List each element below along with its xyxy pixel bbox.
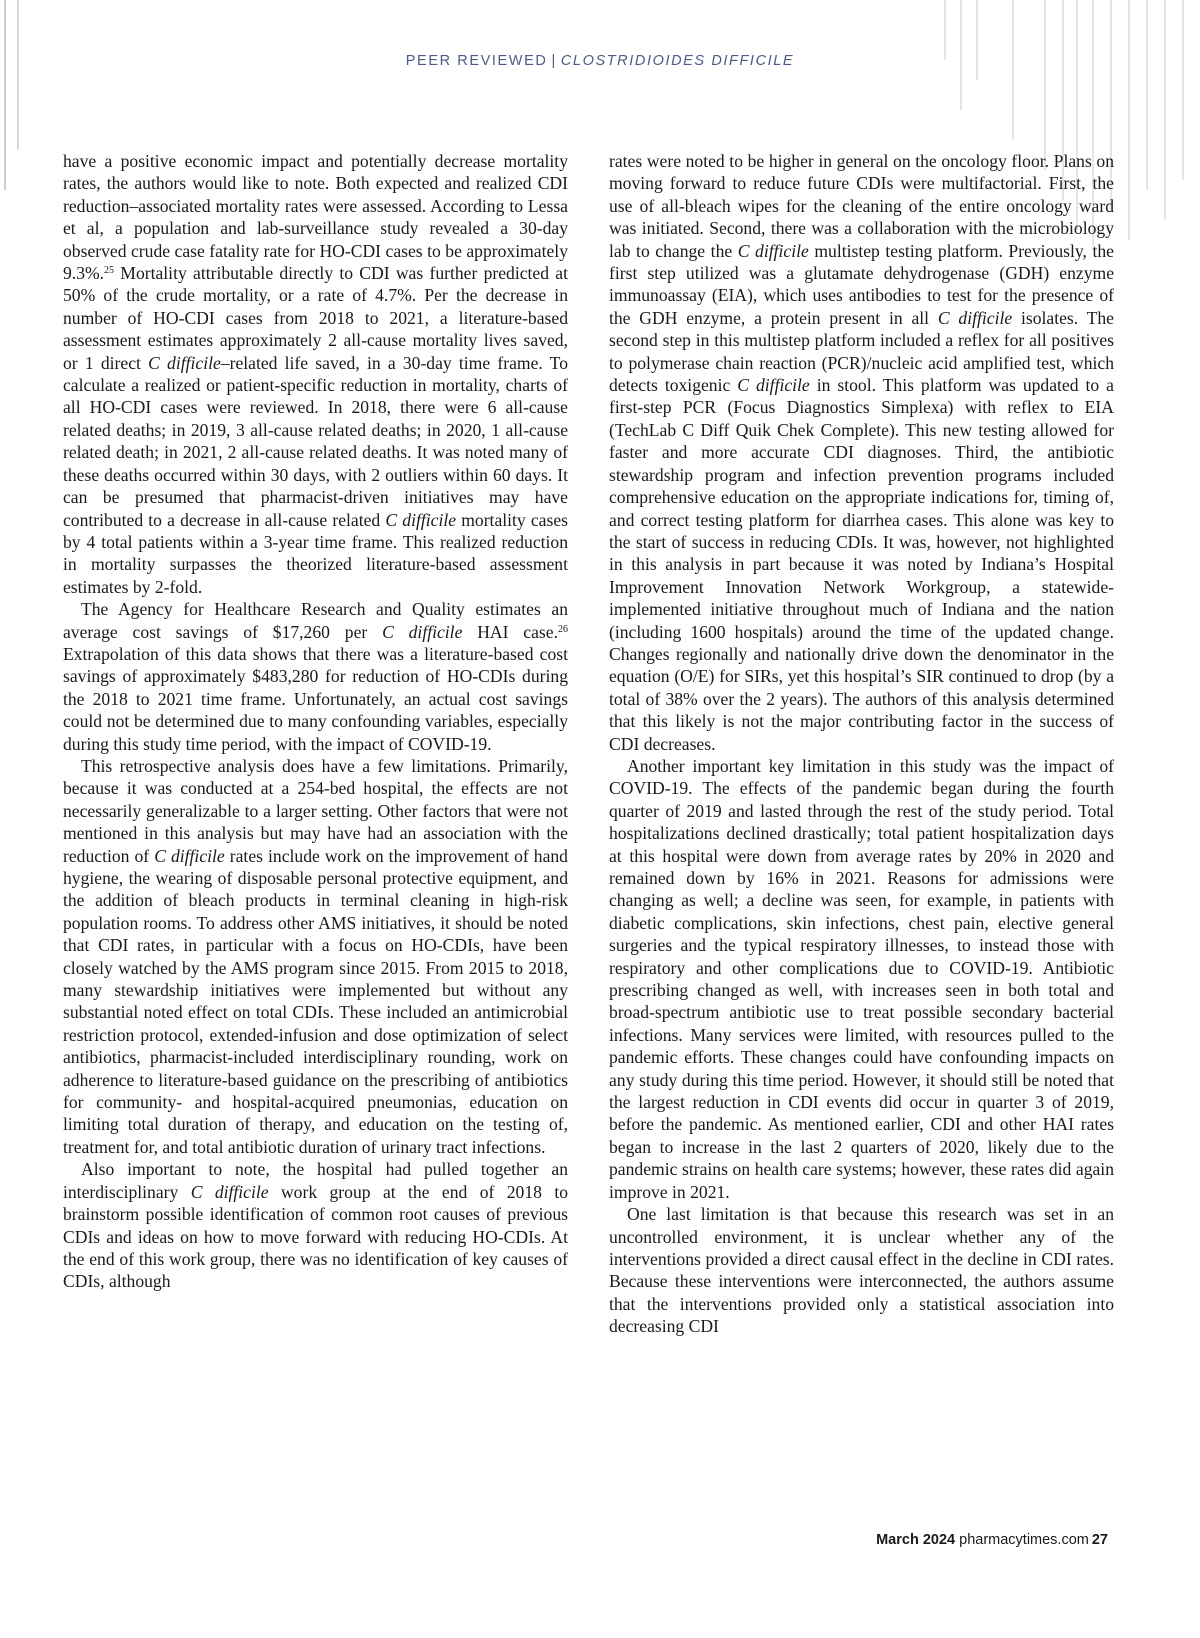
species-name: C difficile xyxy=(382,621,463,642)
topic-label: CLOSTRIDIOIDES DIFFICILE xyxy=(560,53,795,69)
decorative-line xyxy=(944,0,946,60)
decorative-line xyxy=(1146,0,1148,190)
decorative-line xyxy=(1012,0,1014,140)
page-number: 27 xyxy=(1091,1532,1108,1548)
decorative-line xyxy=(1044,0,1046,170)
species-name: C difficile xyxy=(737,240,809,261)
paragraph: The Agency for Healthcare Research and Quality estimates an average cost savings of $17,260 per C difficile HAI case.$^{26}$ Extrapolation of this data shows that there was a literature-based cost savings of approximately $483,280 for reduction of HO-CDIs during the 2018 to 2021 time frame. Unfortunately, an actual cost savings could not be determined due to many confounding variables, especially during this study time period, with the impact of COVID-19. xyxy=(63,599,568,754)
species-name: C difficile xyxy=(737,375,810,396)
decorative-line xyxy=(4,0,6,190)
issue-date: March 2024 xyxy=(876,1532,956,1548)
decorative-line xyxy=(1182,0,1184,180)
paragraph: rates were noted to be higher in general on the oncology floor. Plans on moving forward to reduce future CDIs were multifactorial. First, the use of all-bleach wipes for the cleaning of the entire oncology ward was initiated. Second, there was a collaboration with the microbiology lab to change the C difficile multistep testing platform. Previously, the first step utilized was a glutamate dehydrogenase (GDH) enzyme immunoassay (EIA), which uses antibodies to test for the presence of the GDH enzyme, a protein present in all C difficile isolates. The second step in this multistep platform included a reflex for all positives to polymerase chain reaction (PCR)/nucleic acid amplified test, which detects toxigenic C difficile in stool. This platform was updated to a first-step PCR (Focus Diagnostics Simplexa) with reflex to EIA (TechLab C Diff Quik Chek Complete). This new testing allowed for faster and more accurate CDI diagnoses. Third, the antibiotic stewardship program and infection prevention programs included comprehensive education on the appropriate indications for, timing of, and correct testing platform for diarrhea cases. This alone was key to the start of success in reducing CDIs. It was, however, not highlighted in this analysis in part because it was noted by Indiana’s Hospital Improvement Innovation Network Workgroup, a statewide-implemented initiative throughout much of Indiana and the nation (including 1600 hospitals) around the time of the updated change. Changes regionally and nationally drive down the denominator in the equation (O/E) for SIRs, yet this hospital’s SIR continued to drop (by a total of 38% over the 2 years). The authors of this analysis determined that this likely is not the major contributing factor in the success of CDI decreases. xyxy=(609,151,1114,754)
right-column xyxy=(609,150,1114,1338)
page-footer xyxy=(876,1532,1108,1548)
species-name: C difficile xyxy=(148,352,221,373)
decorative-line xyxy=(17,0,19,150)
paragraph: This retrospective analysis does have a few limitations. Primarily, because it was conducted at a 254-bed hospital, the effects are not necessarily generalizable to a larger setting. Other factors that were not mentioned in this analysis but may have had an association with the reduction of C difficile rates include work on the improvement of hand hygiene, the wearing of disposable personal protective equipment, and the addition of bleach products in terminal cleaning in high-risk population rooms. To address other AMS initiatives, it should be noted that CDI rates, in particular with a focus on HO-CDIs, have been closely watched by the AMS program since 2015. From 2015 to 2018, many stewardship initiatives were implemented but without any substantial noted effect on total CDIs. These included an antimicrobial restriction protocol, extended-infusion and dose optimization of select antibiotics, pharmacist-included interdisciplinary rounding, work on adherence to literature-based guidance on the prescribing of antibiotics for community- and hospital-acquired pneumonias, education on limiting total duration of therapy, and education on the testing of, treatment for, and total antibiotic duration of urinary tract infections. xyxy=(63,755,568,1157)
reference-marker: 26 xyxy=(557,623,568,635)
species-name: C difficile xyxy=(937,307,1013,328)
decorative-line xyxy=(1164,0,1166,220)
website-link[interactable]: pharmacytimes.com xyxy=(959,1532,1089,1548)
section-label: PEER REVIEWED xyxy=(405,53,548,69)
reference-marker: 25 xyxy=(104,265,115,277)
header-separator: | xyxy=(551,53,557,69)
species-name: C difficile xyxy=(154,845,225,866)
paragraph: Also important to note, the hospital had pulled together an interdisciplinary C difficile work group at the end of 2018 to brainstorm possible identification of common root causes of previous CDIs and ideas on how to move forward with reducing HO-CDIs. At the end of this work group, there was no identification of key causes of CDIs, although xyxy=(63,1159,569,1292)
species-name: C difficile xyxy=(385,509,457,530)
left-column xyxy=(63,150,568,1293)
running-header xyxy=(0,53,1200,69)
decorative-line xyxy=(1128,0,1130,240)
paragraph: have a positive economic impact and potentially decrease mortality rates, the authors would like to note. Both expected and realized CDI reduction–associated mortality rates were assessed. According to Lessa et al, a population and lab-surveillance study revealed a 30-day observed crude case fatality rate for HO-CDI cases to be approximately 9.3%.$^{25}$ Mortality attributable directly to CDI was further predicted at 50% of the crude mortality, or a rate of 4.7%. Per the decrease in number of HO-CDI cases from 2018 to 2021, a literature-based assessment estimates approximately 2 all-cause mortality lives saved, or 1 direct C difficile–related life saved, in a 30-day time frame. To calculate a realized or patient-specific reduction in mortality, charts of all HO-CDI cases were reviewed. In 2018, there were 6 all-cause related deaths; in 2019, 3 all-cause related deaths; in 2020, 1 all-cause related death; in 2021, 2 all-cause related deaths. It was noted many of these deaths occurred within 30 days, with 2 outliers within 60 days. It can be presumed that pharmacist-driven initiatives may have contributed to a decrease in all-cause related C difficile mortality cases by 4 total patients within a 3-year time frame. This realized reduction in mortality surpasses the theorized literature-based assessment estimates by 2-fold. xyxy=(63,151,568,597)
paragraph: One last limitation is that because this research was set in an uncontrolled environment, it is unclear whether any of the interventions provided a direct causal effect in the decline in CDI rates. Because these interventions were interconnected, the authors assume that the interventions provided only a statistical association into decreasing CDI xyxy=(609,1204,1114,1337)
paragraph: Another important key limitation in this study was the impact of COVID-19. The effects of the pandemic began during the fourth quarter of 2019 and lasted through the rest of the study period. Total hospitalizations declined drastically; total patient hospitalization days at this hospital were down from average rates by 20% in 2020 and remained down by 16% in 2021. Reasons for admissions were changing as well; a decline was seen, for example, in patients with diabetic complications, skin infections, chest pain, elective general surgeries and the typical respiratory illnesses, to instead those with respiratory and other complications due to COVID-19. Antibiotic prescribing changed as well, with increases seen in both total and broad-spectrum antibiotic use to treat possible secondary bacterial infections. Many services were limited, with resources pulled to the pandemic efforts. These changes could have confounding impacts on any study during this time period. However, it should still be noted that the largest reduction in CDI events did occur in quarter 3 of 2019, before the pandemic. As mentioned earlier, CDI and other HAI rates began to increase in the last 2 quarters of 2020, likely due to the pandemic strains on health care systems; however, these rates did again improve in 2021. xyxy=(609,755,1114,1202)
species-name: C difficile xyxy=(190,1181,269,1202)
